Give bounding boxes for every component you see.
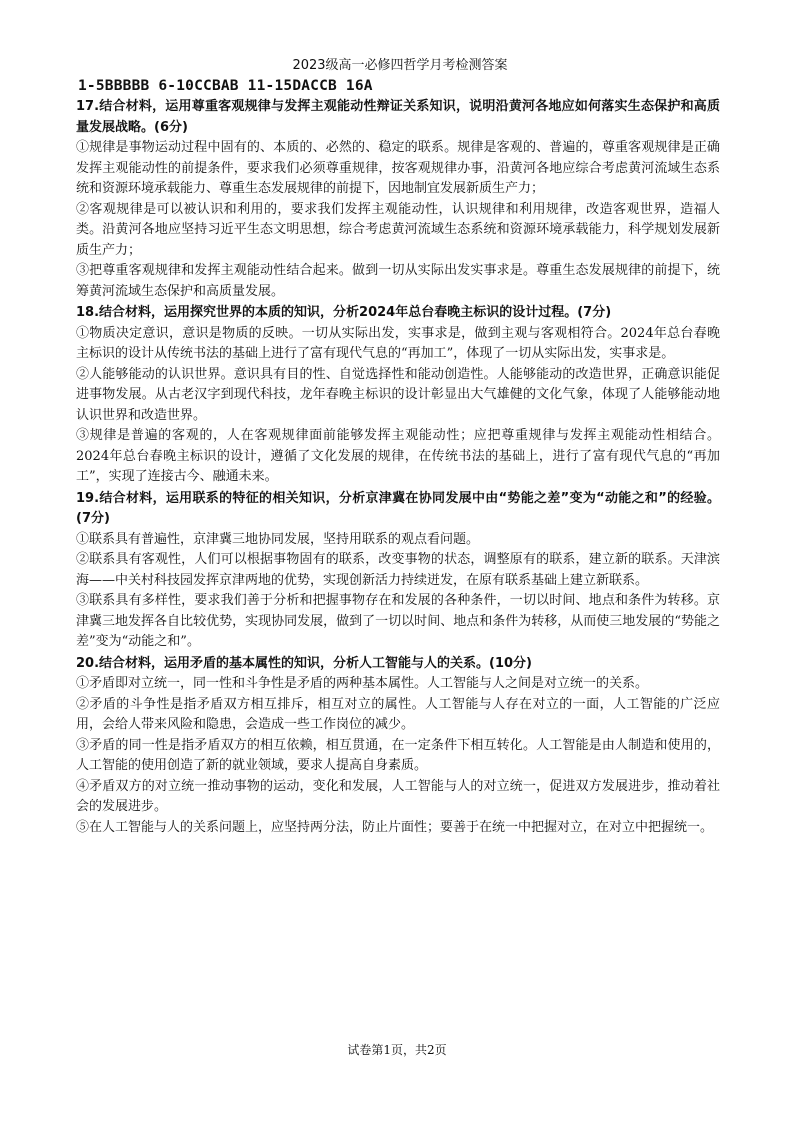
answer-point: ①物质决定意识，意识是物质的反映。一切从实际出发，实事求是，做到主观与客观相符合。2024年总台春晚主标识的设计从传统书法的基础上进行了富有现代气息的“再加工”，体现了一切从实际出发，实事求是。 xyxy=(76,325,720,361)
answer-point: ③联系具有多样性，要求我们善于分析和把握事物存在和发展的各种条件，一切以时间、地点和条件为转移。京津冀三地发挥各自比较优势，实现协同发展，做到了一切以时间、地点和条件为转移，从而使三地发展的“势能之差”变为“动能之和”。 xyxy=(76,593,720,649)
answer-point: ③矛盾的同一性是指矛盾双方的相互依赖，相互贯通，在一定条件下相互转化。人工智能是由人制造和使用的，人工智能的使用创造了新的就业领域，要求人提高自身素质。 xyxy=(76,737,720,773)
question-17 xyxy=(76,97,720,302)
answer-point: ④矛盾双方的对立统一推动事物的运动，变化和发展，人工智能与人的对立统一，促进双方发展进步，推动着社会的发展进步。 xyxy=(76,778,720,814)
page-title: 2023级高一必修四哲学月考检测答案 xyxy=(292,58,508,73)
choice-answers: 1-5BBBBB 6-10CCBAB 11-15DACCB 16A xyxy=(78,78,373,94)
answer-point: ①规律是事物运动过程中固有的、本质的、必然的、稳定的联系。规律是客观的、普遍的，尊重客观规律是正确发挥主观能动性的前提条件，要求我们必须尊重规律，按客观规律办事，沿黄河各地应综合考虑黄河流域生态系统和资源环境承载能力、尊重生态发展规律的前提下，因地制宜发展新质生产力； xyxy=(76,140,720,196)
answer-point: ②联系具有客观性，人们可以根据事物固有的联系，改变事物的状态，调整原有的联系，建立新的联系。天津滨海——中关村科技园发挥京津两地的优势，实现创新活力持续迸发，在原有联系基础上建立新联系。 xyxy=(76,552,720,588)
question-heading: 20.结合材料，运用矛盾的基本属性的知识，分析人工智能与人的关系。(10分) xyxy=(76,655,533,671)
question-19 xyxy=(76,489,720,653)
answer-point: ②客观规律是可以被认识和利用的，要求我们发挥主观能动性，认识规律和利用规律，改造客观世界，造福人类。沿黄河各地应坚持习近平生态文明思想，综合考虑黄河流域生态系统和资源环境承载能力，科学规划发展新质生产力； xyxy=(76,201,720,258)
answer-point: ①矛盾即对立统一，同一性和斗争性是矛盾的两种基本属性。人工智能与人之间是对立统一的关系。 xyxy=(76,676,649,691)
question-20 xyxy=(76,654,720,839)
question-heading: 19.结合材料，运用联系的特征的相关知识，分析京津冀在协同发展中由“势能之差”变为“动能之和”的经验。(7分) xyxy=(76,490,720,526)
question-heading: 18.结合材料，运用探究世界的本质的知识，分析2024年总台春晚主标识的设计过程。(7分) xyxy=(76,305,612,320)
answer-point: ⑤在人工智能与人的关系问题上，应坚持两分法，防止片面性；要善于在统一中把握对立，在对立中把握统一。 xyxy=(76,819,714,835)
question-heading: 17.结合材料，运用尊重客观规律与发挥主观能动性辩证关系知识，说明沿黄河各地应如何落实生态保护和高质量发展战略。(6分) xyxy=(76,99,720,135)
page-footer: 试卷第1页，共2页 xyxy=(347,1043,447,1057)
answer-point: ③把尊重客观规律和发挥主观能动性结合起来。做到一切从实际出发实事求是。尊重生态发展规律的前提下，统筹黄河流域生态保护和高质量发展。 xyxy=(76,263,720,299)
answer-point: ②矛盾的斗争性是指矛盾双方相互排斥，相互对立的属性。人工智能与人存在对立的一面，人工智能的广泛应用，会给人带来风险和隐患，会造成一些工作岗位的减少。 xyxy=(76,696,720,732)
answer-point: ③规律是普遍的客观的，人在客观规律面前能够发挥主观能动性；应把尊重规律与发挥主观能动性相结合。2024年总台春晚主标识的设计，遵循了文化发展的规律，在传统书法的基础上，进行了富有现代气息的“再加工”，实现了连接古今、融通未来。 xyxy=(76,428,720,484)
question-18 xyxy=(76,303,720,488)
answer-point: ②人能够能动的认识世界。意识具有目的性、自觉选择性和能动创造性。人能够能动的改造世界，正确意识能促进事物发展。从古老汉字到现代科技，龙年春晚主标识的设计彰显出大气雄健的文化气象，体现了人能够能动地认识世界和改造世界。 xyxy=(76,366,720,423)
answer-sheet xyxy=(76,56,720,838)
answer-point: ①联系具有普遍性，京津冀三地协同发展，坚持用联系的观点看问题。 xyxy=(76,531,480,547)
